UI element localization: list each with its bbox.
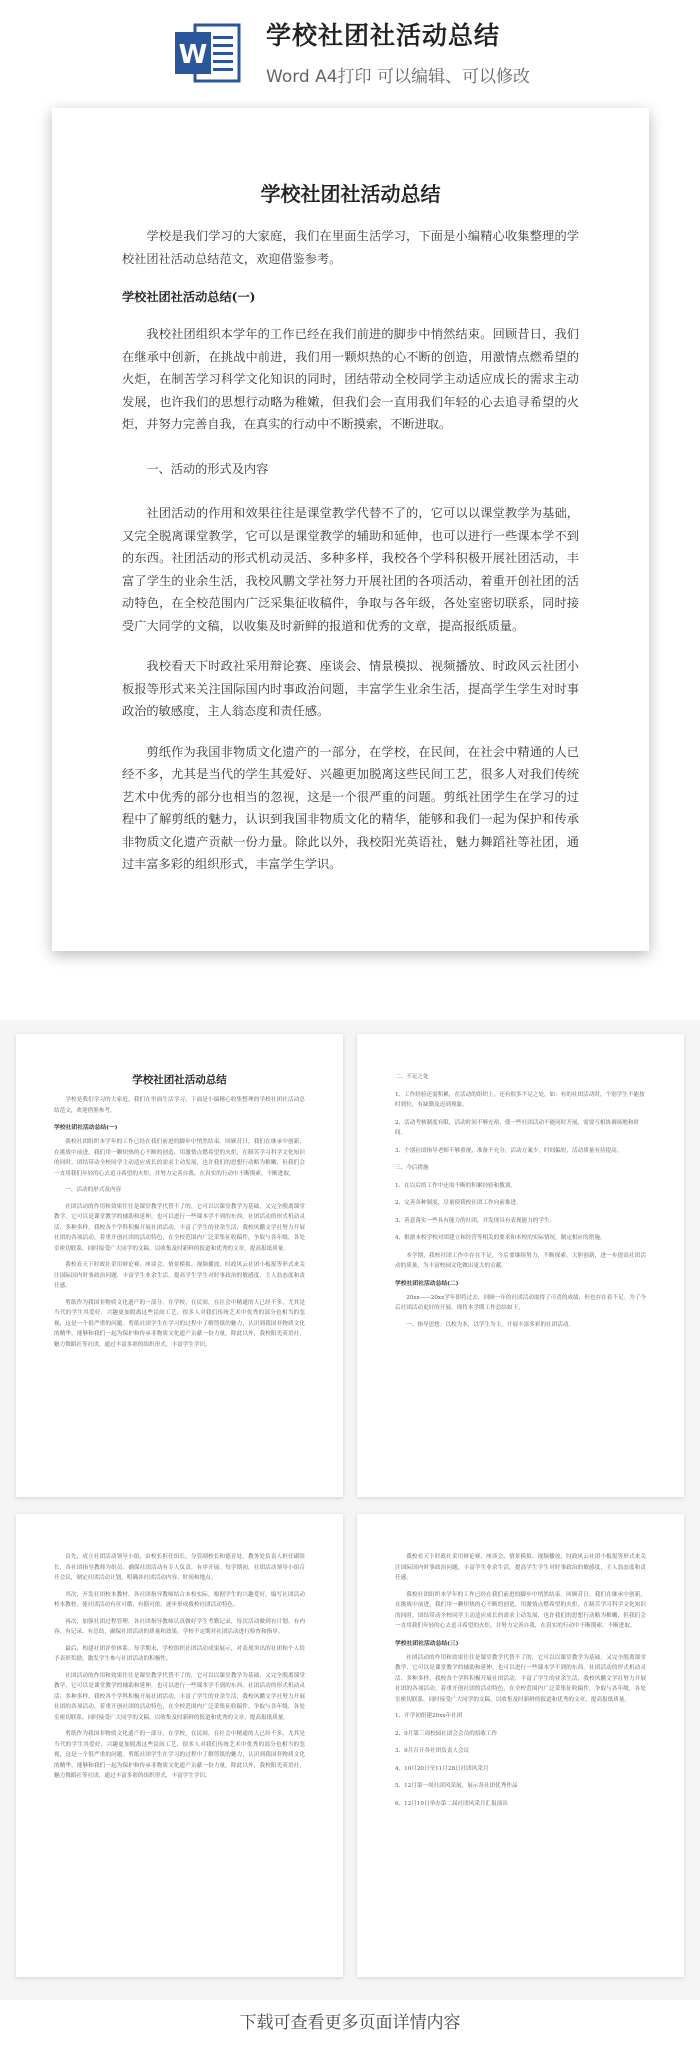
page-thumbnail-2[interactable]: [357, 1034, 684, 1497]
thumb-paragraph: 社团活动的作用和效果往往是课堂教学代替不了的，它可以以课堂教学为基础，又完全脱离课堂教学，它可以是课堂教学的辅助和延伸，也可以进行一些课本学不到的东西。社团活动的形式机动灵活、多种多样，我校各个学科积极开展社团活动，丰富了学生的业余生活，我校风鹏文学社努力开展社团的各项活动，着重开创社团的活动特色，在全校范围内广泛采集征收稿件，争取与各年级，各处室密切联系，同时接受广大同学的文稿，以收集及时新鲜的报道和优秀的文章，提高报纸质量。: [54, 1672, 305, 1721]
thumb-paragraph: 最后，构建社团评价体系。每学期末，学校组织社团活动成果展示，对表现突出的社团和个人给予表彰奖励，激发学生参与社团活动的积极性。: [54, 1645, 305, 1662]
thumb-list-item: 3、个别社团指导老师不够重视，准备不充分，活动方案少，时间偏短，活动质量有待提高。: [395, 1147, 623, 1154]
thumb-paragraph: 社团活动的作用和效果往往是课堂教学代替不了的，它可以以课堂教学为基础，又完全脱离课堂教学，它可以是课堂教学的辅助和延伸，也可以进行一些课本学不到的东西。社团活动的形式机动灵活、多种多样，我校各个学科积极开展社团活动，丰富了学生的业余生活，我校风鹏文学社努力开展社团的各项活动，着重开创社团的活动特色，在全校范围内广泛采集征收稿件，争取与各年级，各处室密切联系，同时接受广大同学的文稿，以收集及时新鲜的报道和优秀的文章，提高报纸质量。: [395, 1654, 646, 1703]
thumb-paragraph: 剪纸作为我国非物质文化遗产的一部分，在学校，在民间，在社会中精通的人已经不多，尤其是当代的学生其爱好、兴趣更加脱离这些民间工艺，很多人对我们传统艺术中优秀的部分也相当的忽视，这是一个很严重的问题。剪纸社团学生在学习的过程中了解剪纸的魅力，认识到我国非物质文化的精华，能够和我们一起为保护和传承非物质文化遗产贡献一份力量。除此以外，我校阳光英语社，魅力舞蹈社等社团，通过丰富多彩的组织形式，丰富学生学识。: [54, 1299, 305, 1348]
thumb-list-item: 3、善意落实一些具有能力的社团，并发现具有表现能力的学生。: [395, 1217, 556, 1224]
word-document-icon: [175, 22, 241, 84]
header-title: 学校社团社活动总结: [266, 21, 501, 50]
page-thumbnail-3[interactable]: [16, 1514, 343, 1977]
thumb-list-item: 4、根据本校学校对团建立和经营等相关的要求和本校的实际情况，制定相应的措施。: [395, 1235, 606, 1241]
download-more-link[interactable]: 下载可查看更多页面详情内容: [239, 2013, 461, 2033]
thumb-paragraph: 我校看天下时政社采用辩论赛、座谈会、情景模拟、视频播放、时政风云社团小板报等形式来关注国际国内时事政治问题，丰富学生业余生活，提高学生学生对时事政治的敏感度，主人翁态度和责任感。: [54, 1262, 305, 1289]
paragraph: 剪纸作为我国非物质文化遗产的一部分，在学校，在民间，在社会中精通的人已经不多，尤其是当代的学生其爱好、兴趣更加脱离这些民间工艺，很多人对我们传统艺术中优秀的部分也相当的忽视，这是一个很严重的问题。剪纸社团学生在学习的过程中了解剪纸的魅力，认识到我国非物质文化的精华，能够和我们一起为保护和传承非物质文化遗产贡献一份力量。除此以外，我校阳光英语社，魅力舞蹈社等社团，通过丰富多彩的组织形式，丰富学生学识。: [122, 744, 579, 871]
thumb-list-item: 3、9月召开各社团负责人会议: [395, 1748, 470, 1754]
thumb-paragraph: 我校社团组织本学年的工作已经在我们前进的脚步中悄然结束。回顾昔日，我们在继承中创新，在挑战中前进，我们用一颗炽热的心不断的创造，用激情点燃希望的火炬，在制苦学习科学文化知识的同时，团结带动全校同学主动适应成长的需求主动发展，也许我们的思想行动略为稚嫩，但我们会一直用我们年轻的心去追寻希望的火炬，并努力完善自我，在真实的行动中不断摸索，不断进取。: [395, 1591, 646, 1629]
thumb-list-item: 1、工作经验还需积累，在活动的组织上，还有很多不足之处，如：有的社团活动时，个别学生不能按时到位，有缺勤及迟到现象。: [395, 1091, 645, 1108]
page-thumbnail-1[interactable]: [16, 1034, 343, 1497]
thumb-section: 学校社团社活动总结(三): [395, 1640, 459, 1647]
document-title: 学校社团社活动总结: [260, 182, 441, 206]
thumb-subsection: 三、今后措施: [395, 1165, 429, 1171]
thumb-list-item: 5、12月第一周社团风采展，展示各社团优秀作品: [395, 1783, 518, 1789]
header-subtitle: Word A4打印 可以编辑、可以修改: [266, 67, 530, 87]
thumb-paragraph: 首先，成立社团活动领导小组，由校长担任组长，分管副校长和德育处、教务处负责人担任副组长，各社团指导教师为组员。确保社团活动有专人负责，有序开展。每学期初，社团活动领导小组召开会议，制定社团活动计划，明确各社团活动内容、时间和地点。: [54, 1554, 305, 1581]
thumb-section: 学校社团社活动总结(一): [54, 1125, 118, 1131]
thumb-paragraph: 其次，开发社团校本教材，各社团指导教师结合本校实际，根据学生的兴趣爱好，编写社团活动校本教材，使社团活动有章可循，有据可依，逐步形成我校社团活动特色。: [54, 1591, 305, 1608]
thumb-paragraph: 本学期，我校社团工作中存在不足，今后要继续努力，不断探索，大胆创新，进一步提高社团活动的质量，为丰富校园文化做出更大的贡献。: [395, 1252, 646, 1269]
thumb-list-item: 6、12月10日举办第二届社团风采月汇报演出: [395, 1800, 508, 1807]
thumb-paragraph: 一、指导思想：以校为本，以学生为主，开展丰富多彩的社团活动。: [406, 1321, 575, 1328]
thumb-list-item: 2、活动考核制度有限，活动时间不够充裕，使一些社团活动不能同时开展，需要互相协调场地和时间。: [395, 1119, 640, 1136]
thumb-paragraph: 我校社团组织本学年的工作已经在我们前进的脚步中悄然结束。回顾昔日，我们在继承中创新，在挑战中前进，我们用一颗炽热的心不断的创造，用激情点燃希望的火炬，在制苦学习科学文化知识的同时，团结带动全校同学主动适应成长的需求主动发展，也许我们的思想行动略为稚嫩，但我们会一直用我们年轻的心去追寻希望的火炬，并努力完善自我，在真实的行动中不断摸索，不断进取。: [54, 1139, 305, 1177]
subsection-heading: 一、活动的形式及内容: [146, 461, 269, 476]
thumb-list-item: 2、完善各种制度，尽量使我校社团工作向前推进。: [395, 1200, 522, 1206]
thumb-paragraph: 社团活动的作用和效果往往是课堂教学代替不了的，它可以以课堂教学为基础，又完全脱离课堂教学，它可以是课堂教学的辅助和延伸，也可以进行一些课本学不到的东西。社团活动的形式机动灵活、多种多样，我校各个学科积极开展社团活动，丰富了学生的业余生活，我校风鹏文学社努力开展社团的各项活动，着重开创社团的活动特色，在全校范围内广泛采集征收稿件，争取与各年级，各处室密切联系，同时接受广大同学的文稿，以收集及时新鲜的报道和优秀的文章，提高报纸质量。: [54, 1203, 305, 1252]
thumb-paragraph: 一、活动的形式及内容: [65, 1187, 122, 1193]
paragraph: 社团活动的作用和效果往往是课堂教学代替不了的，它可以以课堂教学为基础，又完全脱离课堂教学，它可以是课堂教学的辅助和延伸，也可以进行一些课本学不到的东西。社团活动的形式机动灵活、多种多样，我校各个学科积极开展社团活动，丰富了学生的业余生活，我校风鹏文学社努力开展社团的各项活动，着重开创社团的活动特色，在全校范围内广泛采集征收稿件，争取与各年级，各处室密切联系，同时接受广大同学的文稿，以收集及时新鲜的报道和优秀的文章，提高报纸质量。: [122, 506, 579, 633]
thumb-list-item: 4、10月20日至11月28日社团风采月: [395, 1765, 489, 1772]
paragraph: 我校看天下时政社采用辩论赛、座谈会、情景模拟、视频播放、时政风云社团小板报等形式来关注国际国内时事政治问题，丰富学生业余生活，提高学生学生对时事政治的敏感度，主人翁态度和责任感。: [122, 659, 579, 718]
section-heading: 学校社团社活动总结(一): [122, 290, 256, 304]
thumb-list-item: 1、在以后的工作中还需不断的积累经验和教训。: [395, 1182, 517, 1189]
page-thumbnail-4[interactable]: [357, 1514, 684, 1977]
thumb-paragraph: 剪纸作为我国非物质文化遗产的一部分，在学校，在民间，在社会中精通的人已经不多，尤其是当代的学生其爱好、兴趣更加脱离这些民间工艺，很多人对我们传统艺术中优秀的部分也相当的忽视，这是一个很严重的问题。剪纸社团学生在学习的过程中了解剪纸的魅力，认识到我国非物质文化的精华，能够和我们一起为保护和传承非物质文化遗产贡献一份力量。除此以外，我校阳光英语社，魅力舞蹈社等社团，通过丰富多彩的组织形式，丰富学生学识。: [54, 1731, 305, 1779]
thumb-paragraph: 再次，加强社团过程管理。各社团指导教师认真做好学生考勤记录，每次活动做到有计划、有内容、有记录、有总结，确保社团活动的质量和效果。学校不定期对社团活动进行检查和指导。: [54, 1618, 305, 1635]
thumb-title: 学校社团社活动总结: [132, 1074, 227, 1086]
thumb-paragraph: 20xx——20xx学年即将过去，回顾一年的社团活动取得了可喜的成绩，但也存在着不足。为了今后社团活动更好的开展，现将本学期工作总结如下。: [395, 1294, 646, 1311]
paragraph: 我校社团组织本学年的工作已经在我们前进的脚步中悄然结束。回顾昔日，我们在继承中创新，在挑战中前进，我们用一颗炽热的心不断的创造，用激情点燃希望的火炬，在制苦学习科学文化知识的同时，团结带动全校同学主动适应成长的需求主动发展，也许我们的思想行动略为稚嫩，但我们会一直用我们年轻的心去追寻希望的火炬，并努力完善自我，在真实的行动中不断摸索，不断进取。: [122, 327, 579, 431]
thumb-list-item: 1、开学初组建20xx年社团: [395, 1713, 463, 1719]
thumb-list-item: 2、9月第三周校园社团会会员的招收工作: [395, 1730, 498, 1737]
page-header: [0, 0, 700, 96]
page-thumbnails: [0, 1020, 700, 2000]
document-intro: 学校是我们学习的大家庭，我们在里面生活学习，下面是小编精心收集整理的学校社团社活动总结范文，欢迎借鉴参考。: [122, 229, 579, 266]
thumb-paragraph: 学校是我们学习的大家庭，我们在里面生活学习，下面是小编精心收集整理的学校社团社活动总结范文，欢迎借鉴参考。: [54, 1097, 305, 1114]
thumb-paragraph: 我校看天下时政社采用辩论赛、座谈会、情景模拟、视频播放、时政风云社团小板报等形式来关注国际国内时事政治问题，丰富学生业余生活，提高学生学生对时事政治的敏感度，主人翁态度和责任感。: [395, 1554, 646, 1581]
document-page-preview: [52, 108, 649, 951]
thumb-section: 学校社团社活动总结(二): [395, 1280, 459, 1287]
thumb-subsection: 二、不足之处: [395, 1074, 429, 1080]
svg-text:W: W: [178, 40, 208, 70]
